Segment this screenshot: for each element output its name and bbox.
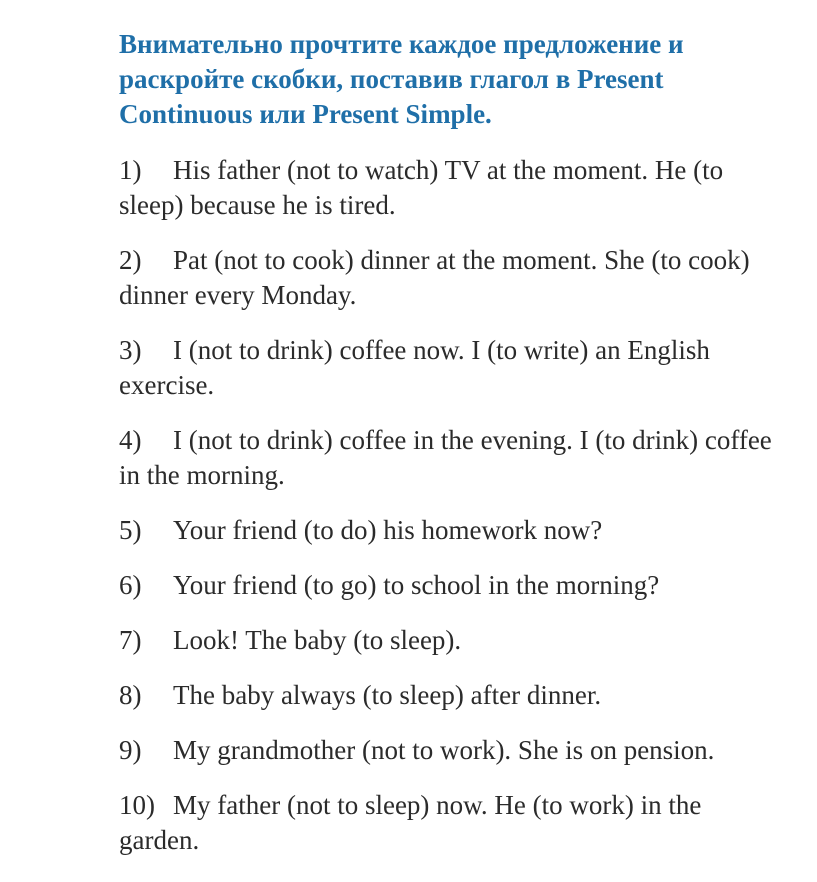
exercise-item (119, 153, 779, 223)
item-number: 10) (119, 790, 155, 820)
exercise-item (119, 788, 779, 858)
item-number: 4) (119, 425, 142, 455)
item-text: Look! The baby (to sleep). (173, 625, 462, 655)
item-number: 2) (119, 245, 142, 275)
exercise-item (119, 568, 779, 603)
exercise-item (119, 513, 779, 548)
item-number: 1) (119, 155, 142, 185)
exercise-item (119, 678, 779, 713)
item-text: My father (not to sleep) now. He (to work) in the garden. (119, 790, 702, 855)
exercise-item (119, 333, 779, 403)
exercise-list (119, 153, 779, 858)
item-number: 6) (119, 570, 142, 600)
item-number: 5) (119, 515, 142, 545)
item-number: 8) (119, 680, 142, 710)
item-number: 7) (119, 625, 142, 655)
item-text: My grandmother (not to work). She is on pension. (173, 735, 715, 765)
item-text: I (not to drink) coffee now. I (to write) an English exercise. (119, 335, 710, 400)
item-number: 3) (119, 335, 142, 365)
item-number: 9) (119, 735, 142, 765)
item-text: The baby always (to sleep) after dinner. (173, 680, 602, 710)
document-page (119, 27, 779, 878)
exercise-item (119, 243, 779, 313)
exercise-item (119, 733, 779, 768)
item-text: His father (not to watch) TV at the moment. He (to sleep) because he is tired. (119, 155, 724, 220)
item-text: I (not to drink) coffee in the evening. I (to drink) coffee in the morning. (119, 425, 772, 490)
instructions-heading: Внимательно прочтите каждое предложение и раскройте скобки, поставив глагол в Present Continuous или Present Simple. (119, 29, 684, 129)
item-text: Pat (not to cook) dinner at the moment. She (to cook) dinner every Monday. (119, 245, 750, 310)
exercise-item (119, 423, 779, 493)
item-text: Your friend (to go) to school in the morning? (173, 570, 660, 600)
exercise-item (119, 623, 779, 658)
item-text: Your friend (to do) his homework now? (173, 515, 603, 545)
